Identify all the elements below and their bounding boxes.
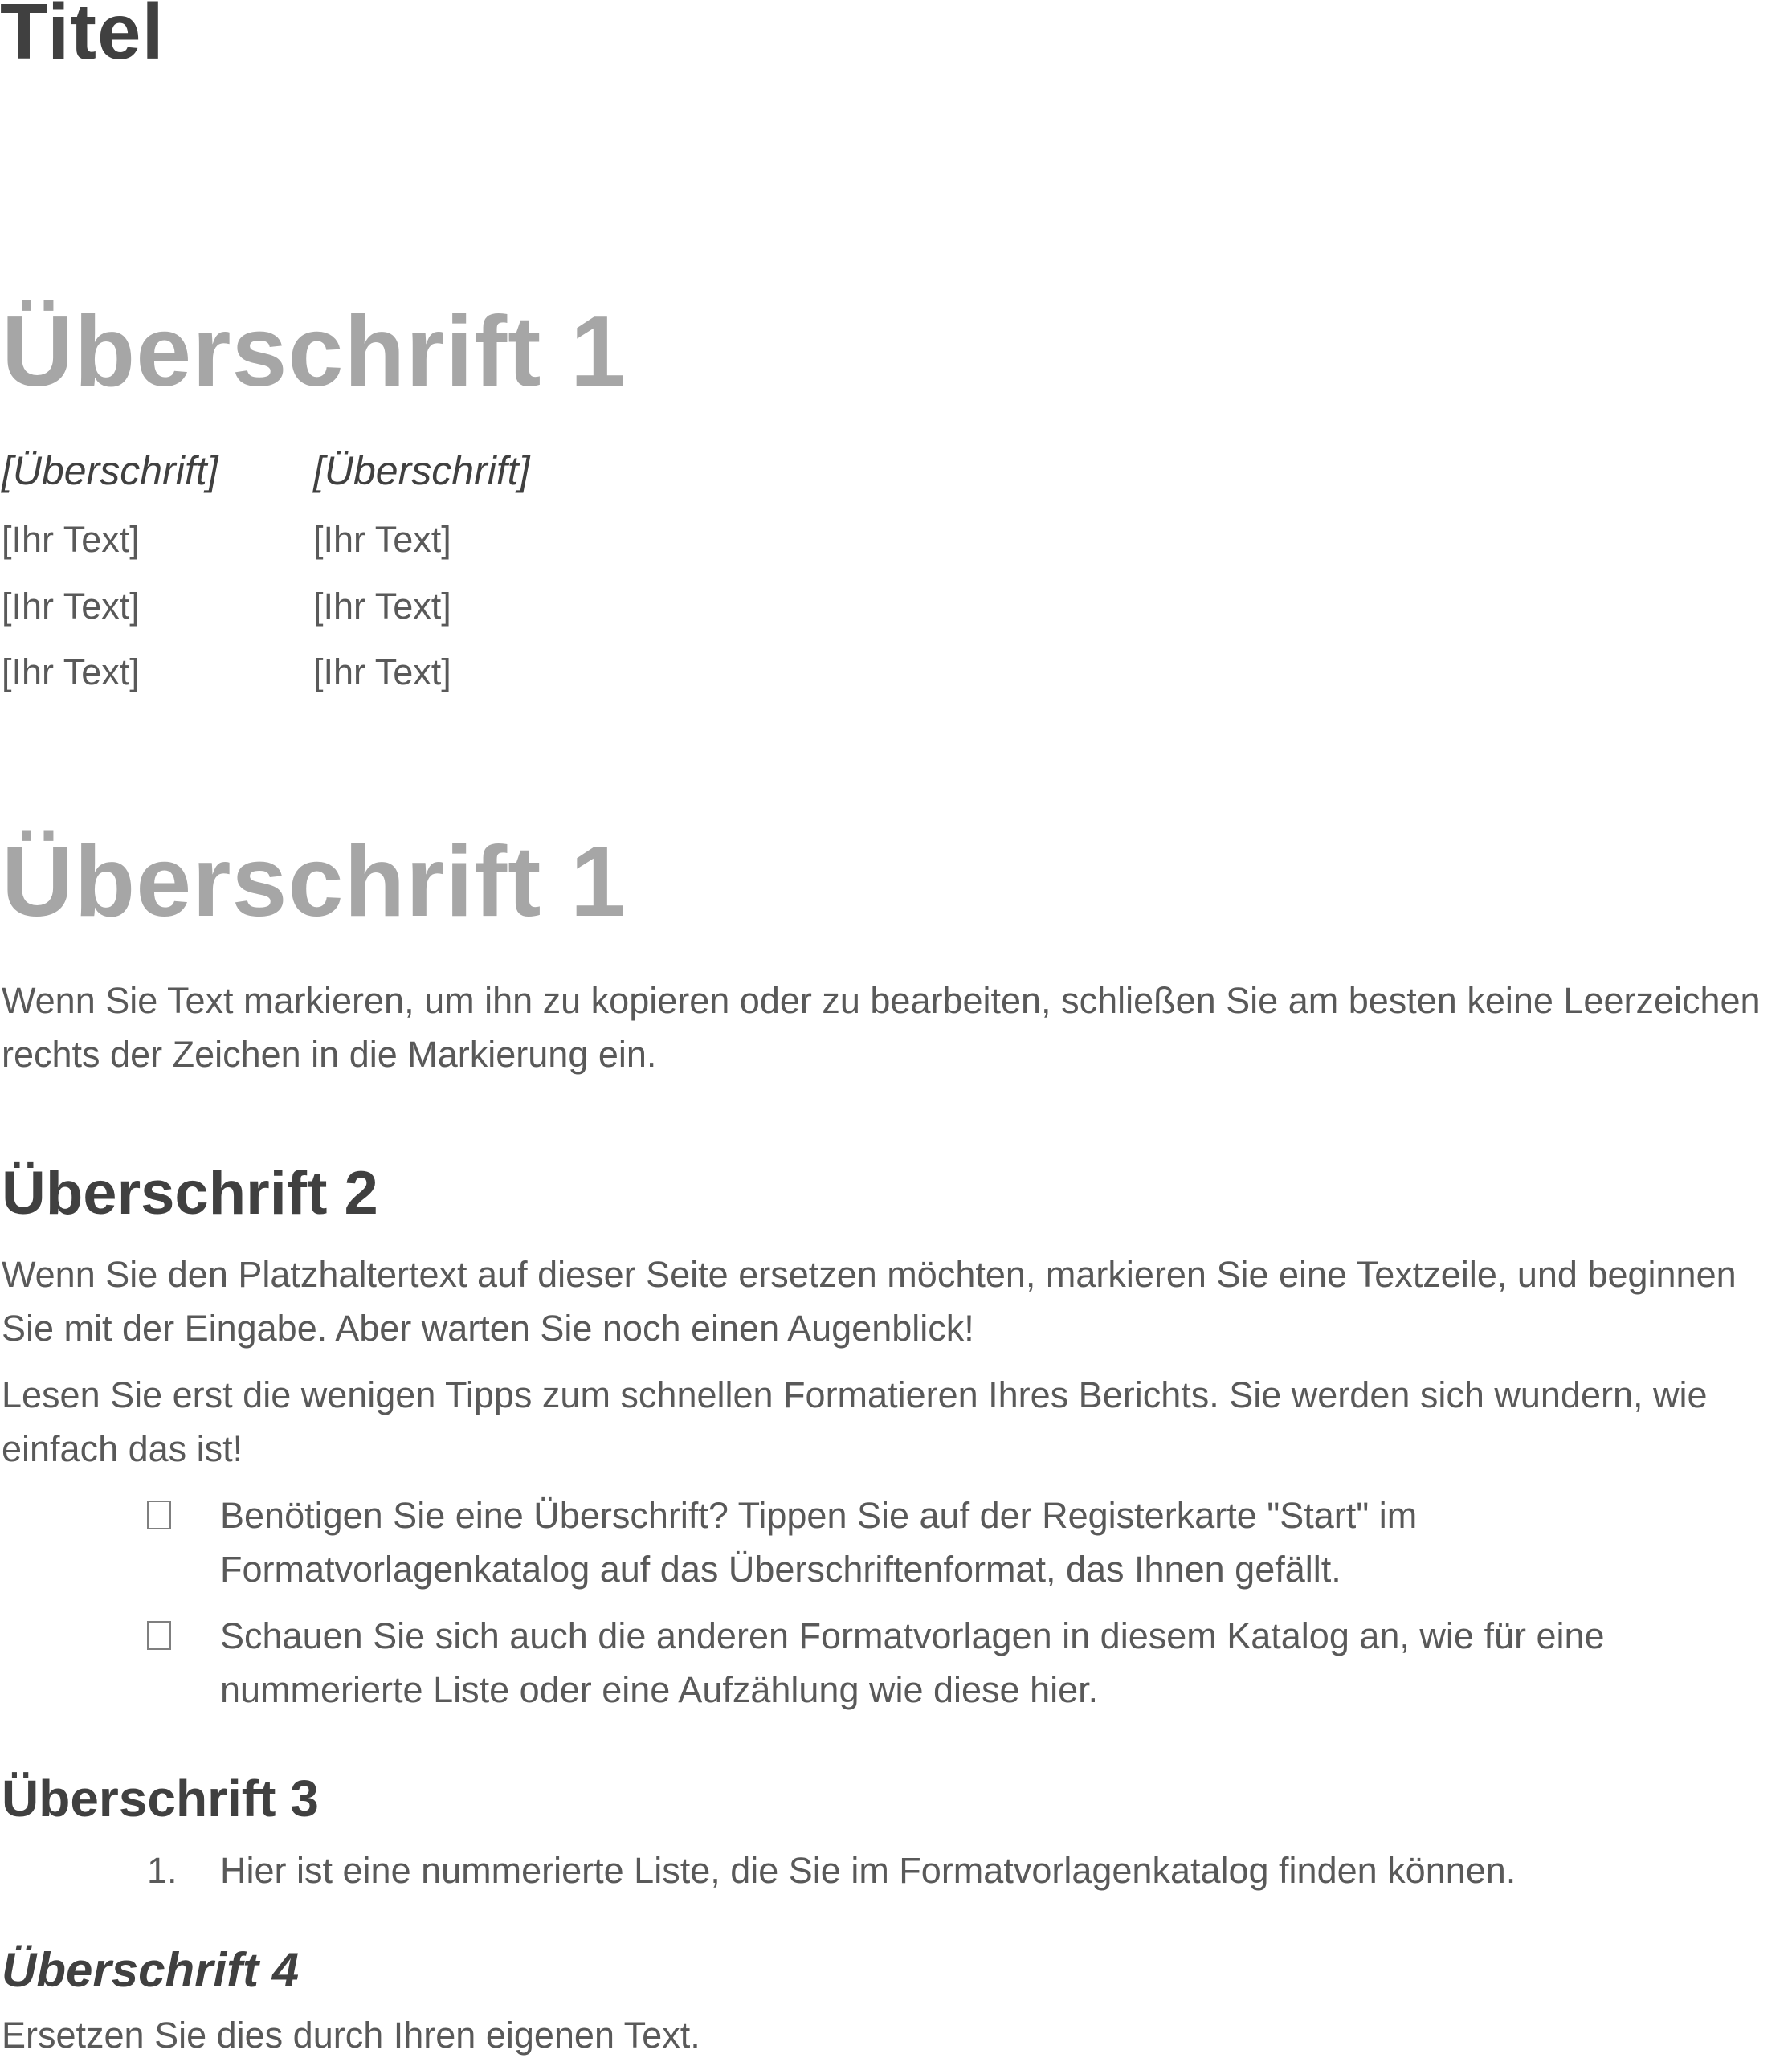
table-header-col-2: [Überschrift] xyxy=(313,448,530,493)
bullet-glyph-icon xyxy=(147,1501,171,1529)
table-cell: [Ihr Text] xyxy=(2,586,140,627)
paragraph-selection-tip: Wenn Sie Text markieren, um ihn zu kopieren oder zu bearbeiten, schließen Sie am besten keine Leerzeichen rechts der Zeichen in die Markierung ein. xyxy=(2,980,1761,1075)
table-cell: [Ihr Text] xyxy=(313,586,451,627)
table-cell: [Ihr Text] xyxy=(2,519,140,560)
list-item: Benötigen Sie eine Überschrift? Tippen Sie auf der Registerkarte "Start" im Formatvorlagenkatalog auf das Überschriftenformat, das Ihnen gefällt. xyxy=(220,1495,1418,1590)
heading-1-second: Überschrift 1 xyxy=(2,827,627,937)
heading-1-first: Überschrift 1 xyxy=(2,296,627,407)
paragraph-formatting-tip: Lesen Sie erst die wenigen Tipps zum schnellen Formatieren Ihres Berichts. Sie werden sich wundern, wie einfach das ist! xyxy=(2,1374,1708,1469)
paragraph-replace-text: Ersetzen Sie dies durch Ihren eigenen Text. xyxy=(2,2015,700,2056)
list-item: Hier ist eine nummerierte Liste, die Sie im Formatvorlagenkatalog finden können. xyxy=(220,1850,1516,1891)
list-number: 1. xyxy=(147,1850,178,1891)
table-cell: [Ihr Text] xyxy=(313,651,451,692)
table-cell: [Ihr Text] xyxy=(2,651,140,692)
heading-4: Überschrift 4 xyxy=(2,1943,300,1997)
list-item: Schauen Sie sich auch die anderen Formatvorlagen in diesem Katalog an, wie für eine nummerierte Liste oder eine Aufzählung wie diese hier. xyxy=(220,1615,1605,1710)
heading-3: Überschrift 3 xyxy=(2,1770,319,1827)
table-cell: [Ihr Text] xyxy=(313,519,451,560)
heading-2: Überschrift 2 xyxy=(2,1159,378,1227)
document-title: Titel xyxy=(0,0,165,76)
bullet-glyph-icon xyxy=(147,1621,171,1650)
paragraph-placeholder-tip: Wenn Sie den Platzhaltertext auf dieser Seite ersetzen möchten, markieren Sie eine Textzeile, und beginnen Sie mit der Eingabe. Aber warten Sie noch einen Augenblick! xyxy=(2,1254,1737,1349)
table-header-col-1: [Überschrift] xyxy=(2,448,218,493)
